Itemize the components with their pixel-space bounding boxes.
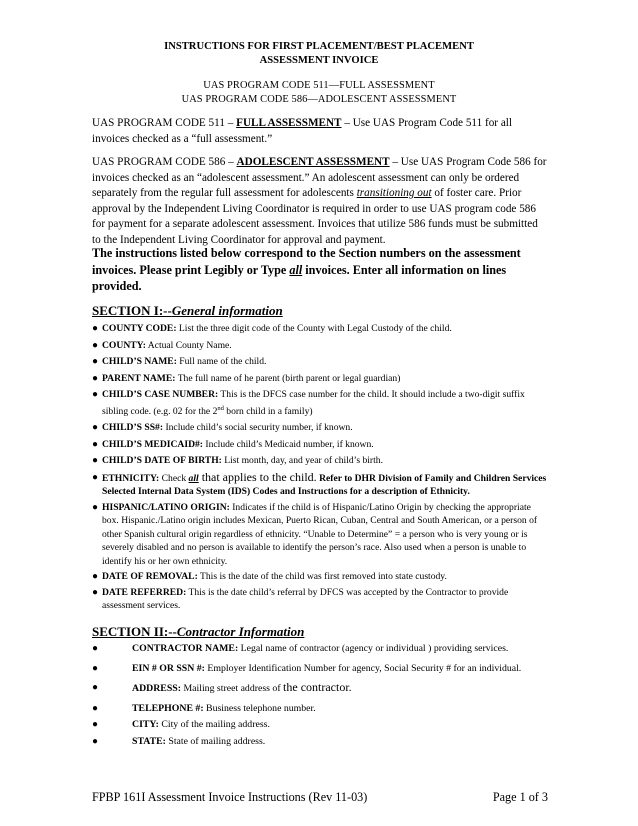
transitioning-out-emphasis: transitioning out: [356, 187, 432, 199]
list-item-county-code: ● COUNTY CODE: List the three digit code of the County with Legal Custody of the child.: [92, 323, 452, 334]
page-footer: [92, 790, 548, 805]
code-511-lead: UAS PROGRAM CODE 511 –: [92, 117, 237, 129]
bullet-icon: ●: [92, 719, 99, 730]
bullet-icon: ●: [92, 356, 99, 367]
list-item-date-referred: ● DATE REFERRED: This is the date child’s referral by DFCS was accepted by the Contractor to provide assessment services.: [92, 586, 509, 612]
bullet-icon: ●: [92, 372, 99, 384]
section-1-list: [92, 322, 550, 613]
footer-page-number: Page 1 of 3: [492, 790, 548, 804]
list-item-address: ● ADDRESS: Mailing street address of the contractor.: [92, 680, 352, 694]
bullet-icon: ●: [92, 455, 99, 467]
instructions-text: The instructions listed below correspond to the Section numbers on the assessment invoices. Please print Legibly or Type: [92, 246, 521, 277]
code-586-paragraph: [92, 155, 547, 248]
bullet-icon: ●: [92, 571, 99, 583]
section-2-heading: [92, 624, 304, 640]
document-title-line1: INSTRUCTIONS FOR FIRST PLACEMENT/BEST PLACEMENT: [164, 41, 474, 52]
bullet-icon: ●: [92, 438, 99, 450]
section-2-name: Contractor Information: [176, 624, 305, 639]
instructions-text-rest: invoices. Enter all information on lines provided.: [92, 262, 507, 293]
list-item-medicaid: ● CHILD’S MEDICAID#: Include child’s Medicaid number, if known.: [92, 438, 374, 450]
list-item-county: ● COUNTY: Actual County Name.: [92, 339, 232, 351]
code-586-text-rest: of foster care. Prior approval by the Independent Living Coordinator is required in order to use UAS program code 586 for payment for a separate adolescent assessment. Invoices that utilize 586 funds must be submitted to the Independent Living Coordinator for approval and payment.: [92, 187, 538, 246]
bullet-icon: ●: [92, 422, 99, 434]
list-item-contractor-name: ● CONTRACTOR NAME: Legal name of contractor (agency or individual ) providing services.: [92, 643, 509, 654]
bullet-icon: ●: [92, 471, 99, 483]
bullet-icon: ●: [92, 586, 99, 598]
list-item-city: ● CITY: City of the mailing address.: [92, 719, 270, 730]
section-1-prefix: SECTION I:--: [92, 303, 172, 318]
list-item-state: ● STATE: State of mailing address.: [92, 735, 266, 747]
bullet-icon: ●: [92, 323, 99, 334]
list-item-telephone: ● TELEPHONE #: Business telephone number.: [92, 702, 316, 714]
list-item-date-of-birth: ● CHILD’S DATE OF BIRTH: List month, day, and year of child’s birth.: [92, 455, 383, 467]
code-586-text: – Use UAS Program Code 586 for invoices checked as an “adolescent assessment.” An adolescent assessment can only be ordered separately from the regular full assessment for adolescents: [92, 156, 547, 199]
code-511-paragraph: [92, 116, 547, 147]
list-item-case-number: ● CHILD’S CASE NUMBER: This is the DFCS case number for the child. It should include a two-digit suffix sibling code. (e.g. 02 for the 2nd born child in a family): [92, 389, 525, 417]
program-code-511-heading: UAS PROGRAM CODE 511—FULL ASSESSMENT: [203, 80, 435, 91]
bullet-icon: ●: [92, 389, 99, 400]
list-item-date-of-removal: ● DATE OF REMOVAL: This is the date of the child was first removed into state custody.: [92, 571, 447, 583]
list-item-parent-name: ● PARENT NAME: The full name of he parent (birth parent or legal guardian): [92, 372, 401, 384]
section-2-list: [92, 642, 550, 748]
full-assessment-term: FULL ASSESSMENT: [236, 117, 342, 129]
bullet-icon: ●: [92, 339, 99, 351]
section-1-heading: [92, 303, 283, 319]
list-item-ss-number: ● CHILD’S SS#: Include child’s social security number, if known.: [92, 422, 353, 434]
bullet-icon: ●: [92, 735, 99, 747]
bullet-icon: ●: [92, 682, 99, 693]
list-item-hispanic-origin: ● HISPANIC/LATINO ORIGIN: Indicates if the child is of Hispanic/Latino Origin by checking the appropriate box. Hispanic./Latino origin includes Mexican, Puerto Rican, Cuban, Central and South American, or a person of other Spanish cultural origin regardless of ethnicity. “Unable to Determine” = a person who is very young or is severely disabled and no person is available to identify the person’s race. Also used when a person is unable to identify his or her own ethnicity.: [92, 501, 538, 567]
bullet-icon: ●: [92, 501, 99, 513]
adolescent-assessment-term: ADOLESCENT ASSESSMENT: [236, 156, 390, 168]
bullet-icon: ●: [92, 643, 99, 654]
program-code-586-heading: UAS PROGRAM CODE 586—ADOLESCENT ASSESSMENT: [181, 94, 457, 105]
code-586-lead: UAS PROGRAM CODE 586 –: [92, 156, 237, 168]
code-511-text: – Use UAS Program Code 511 for all invoices checked as a “full assessment.”: [92, 117, 512, 145]
list-item-child-name: ● CHILD’S NAME: Full name of the child.: [92, 356, 267, 367]
instructions-paragraph: [92, 245, 548, 295]
list-item-ethnicity: ● ETHNICITY: Check all that applies to the child. Refer to DHR Division of Family and Children Services Selected Internal Data System (IDS) Codes and Instructions for a description of Ethnicity.: [92, 469, 547, 498]
bullet-icon: ●: [92, 702, 99, 714]
list-item-ein-ssn: ● EIN # OR SSN #: Employer Identification Number for agency, Social Security # for an individual.: [92, 662, 522, 674]
document-title-line2: ASSESSMENT INVOICE: [259, 55, 379, 66]
footer-form-id: FPBP 161I Assessment Invoice Instructions (Rev 11-03): [92, 790, 368, 804]
section-1-name: General information: [171, 303, 283, 318]
section-2-prefix: SECTION II:--: [92, 624, 177, 639]
all-emphasis: all: [289, 262, 303, 277]
bullet-icon: ●: [92, 662, 99, 674]
